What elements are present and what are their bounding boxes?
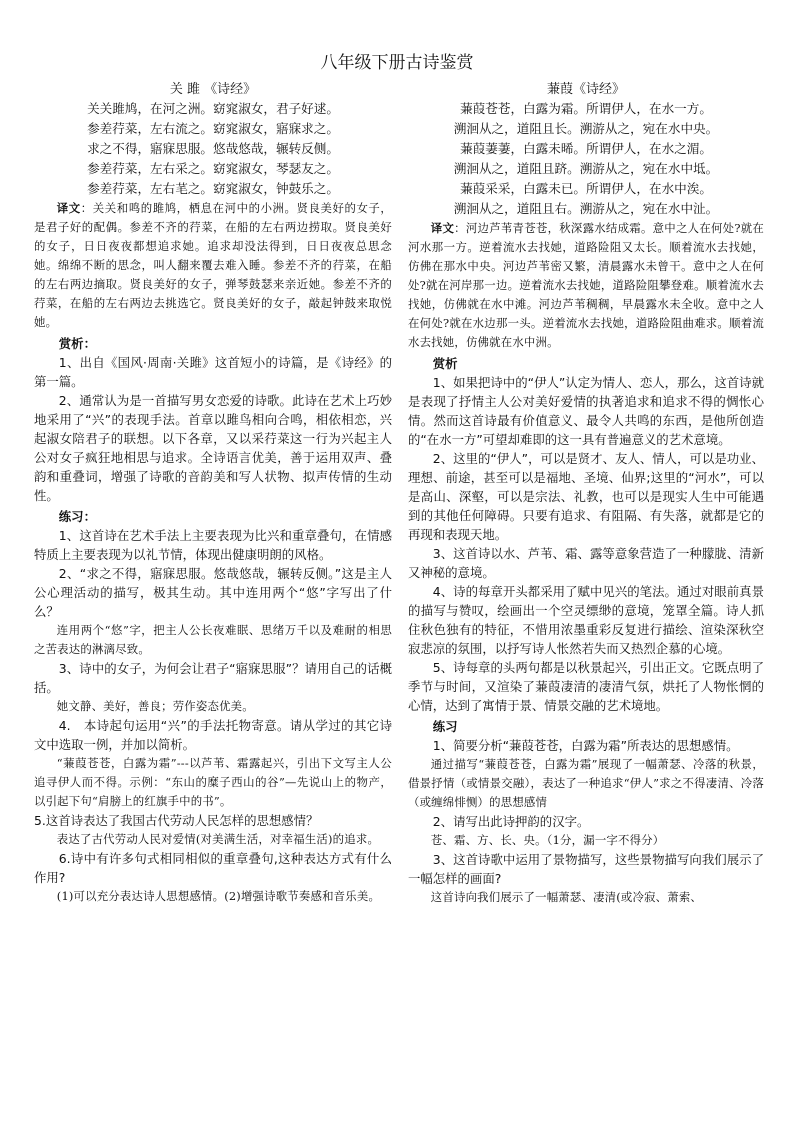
poem-line: 参差荇菜，左右芼之。窈窕淑女，钟鼓乐之。 xyxy=(87,181,339,196)
exercise-answer: “蒹葭苍苍，白露为霜”---以芦苇、霜露起兴，引出下文写主人公追寻伊人而不得。示例：“东山的糜子西山的谷”—先说山上的物产，以引起下句“肩膀上的红旗手中的书”。 xyxy=(34,756,392,808)
appreciation-item: 2、通常认为是一首描写男女恋爱的诗歌。此诗在艺术上巧妙地采用了“兴”的表现手法。首章以雎鸟相向合鸣，相依相恋，兴起淑女陪君子的联想。以下各章，又以采荇菜这一行为兴起主人公对女子疯狂地相思与追求。全诗语言优美，善于运用双声、叠韵和重叠词，增强了诗歌的音韵美和写人状物、拟声传情的生动性。 xyxy=(34,393,392,503)
poem-line: 参差荇菜，左右采之。窈窕淑女，琴瑟友之。 xyxy=(87,161,339,176)
translation-text: 关关和鸣的雎鸠，栖息在河中的小洲。贤良美好的女子，是君子好的配偶。参差不齐的荇菜，在船的左右两边捞取。贤良美好的女子，日日夜夜都想追求她。追求却没法得到，日日夜夜总思念她。绵绵不断的思念，叫人翻来覆去难入睡。参差不齐的荇菜，在船的左右两边摘取。贤良美好的女子，弹琴鼓瑟来亲近她。参差不齐的荇菜，在船的左右两边去挑选它。贤良美好的女子，敲起钟鼓来取悦她。 xyxy=(34,201,393,329)
exercise-question: 1、简要分析“蒹葭苍苍，白露为霜”所表达的思想感情。 xyxy=(432,738,739,753)
exercise-label: 练习 xyxy=(432,719,458,734)
exercise-question: 4. 本诗起句运用“兴”的手法托物寄意。请从学过的其它诗文中选取一例，并加以简析。 xyxy=(34,718,392,752)
right-column xyxy=(408,80,764,907)
exercise-question: 3、这首诗歌中运用了景物描写，这些景物描写向我们展示了一幅怎样的画面? xyxy=(408,852,764,886)
poem-line: 蒹葭苍苍，白露为霜。所谓伊人，在水一方。 xyxy=(460,101,712,116)
exercise-answer: 这首诗向我们展示了一幅萧瑟、凄清(或冷寂、萧索、 xyxy=(430,890,703,904)
poem-line: 求之不得，寤寐思服。悠哉悠哉，辗转反侧。 xyxy=(87,141,339,156)
exercise-question: 5.这首诗表达了我国古代劳动人民怎样的思想感情？ xyxy=(34,813,319,828)
exercise-label: 练习： xyxy=(58,509,96,524)
appreciation-label: 赏析 xyxy=(432,356,458,371)
poem-line: 关关雎鸠，在河之洲。窈窕淑女，君子好逑。 xyxy=(87,101,339,116)
translation: 译文：河边芦苇青苍苍，秋深露水结成霜。意中之人在何处?就在河水那一方。逆着流水去找她，道路险阻又太长。顺着流水去找她，仿佛在那水中央。河边芦苇密又繁，清晨露水未曾干。意中之人在何处?就在河岸那一边。逆着流水去找她，道路险阻攀登难。顺着流水去找她，仿佛就在水中滩。河边芦苇稠稠，早晨露水未全收。意中之人在何处?就在水边那一头。逆着流水去找她，道路险阻曲难求。顺着流水去找她，仿佛就在水中洲。 xyxy=(408,221,765,349)
exercise-question: 2、请写出此诗押韵的汉字。 xyxy=(432,814,590,829)
appreciation-item: 2、这里的“伊人”，可以是贤才、友人、情人，可以是功业、理想、前途，甚至可以是福地、圣境、仙界;这里的“河水”，可以是高山、深壑，可以是宗法、礼教，也可以是现实人生中可能遇到的其他任何障碍。只要有追求、有阻隔、有失落，就都是它的再现和表现天地。 xyxy=(408,451,764,542)
poem-line: 溯洄从之，道阻且跻。溯游从之，宛在水中坻。 xyxy=(453,161,719,176)
exercise-answer: 她文静、美好，善良；劳作姿态优美。 xyxy=(56,699,254,713)
exercise-question: 3、诗中的女子，为何会让君子“寤寐思服”？请用自己的话概括。 xyxy=(34,661,392,695)
exercise-answer: 苍、霜、方、长、央。（1分，漏一字不得分） xyxy=(430,833,665,847)
poem-line: 溯洄从之，道阻且长。溯游从之，宛在水中央。 xyxy=(453,121,719,136)
appreciation-item: 4、诗的每章开头都采用了赋中见兴的笔法。通过对眼前真景的描写与赞叹，绘画出一个空灵缥缈的意境，笼罩全篇。诗人抓住秋色独有的特征，不惜用浓墨重彩反复进行描绘、渲染深秋空寂悲凉的氛围，以抒写诗人怅然若失而又热烈企慕的心境。 xyxy=(408,584,764,656)
translation-text: 河边芦苇青苍苍，秋深露水结成霜。意中之人在何处?就在河水那一方。逆着流水去找她，道路险阻又太长。顺着流水去找她，仿佛在那水中央。河边芦苇密又繁，清晨露水未曾干。意中之人在何处?就在河岸那一边。逆着流水去找她，道路险阻攀登难。顺着流水去找她，仿佛就在水中滩。河边芦苇稠稠，早晨露水未全收。意中之人在何处?就在水边那一头。逆着流水去找她，道路险阻曲难求。顺着流水去找她，仿佛就在水中洲。 xyxy=(408,221,765,349)
appreciation-item: 5、诗每章的头两句都是以秋景起兴，引出正文。它既点明了季节与时间，又渲染了蒹葭凄清的凄清气氛，烘托了人物怅惘的心情，达到了寓情于景、情景交融的艺术境地。 xyxy=(408,660,764,713)
translation-label: 译文 xyxy=(56,201,81,215)
left-column xyxy=(34,80,392,906)
appreciation-item: 1、如果把诗中的“伊人”认定为情人、恋人，那么，这首诗就是表现了抒情主人公对美好爱情的执著追求和追求不得的惆怅心情。然而这首诗最有价值意义、最令人共鸣的东西，是他所创造的“在水一方”可望却难即的这一具有普遍意义的艺术意境。 xyxy=(408,375,764,447)
poem-line: 蒹葭萋萋，白露未晞。所谓伊人，在水之湄。 xyxy=(460,141,712,156)
exercise-question: 6.诗中有许多句式相同相似的重章叠句,这种表达方式有什么作用? xyxy=(34,851,392,885)
appreciation-item: 3、这首诗以水、芦苇、霜、露等意象营造了一种朦胧、清新又神秘的意境。 xyxy=(408,546,764,580)
page-title: 八年级下册古诗鉴赏 xyxy=(320,53,474,73)
translation: 译文：关关和鸣的雎鸠，栖息在河中的小洲。贤良美好的女子，是君子好的配偶。参差不齐的荇菜，在船的左右两边捞取。贤良美好的女子，日日夜夜都想追求她。追求却没法得到，日日夜夜总思念她。绵绵不断的思念，叫人翻来覆去难入睡。参差不齐的荇菜，在船的左右两边摘取。贤良美好的女子，弹琴鼓瑟来亲近她。参差不齐的荇菜，在船的左右两边去挑选它。贤良美好的女子，敲起钟鼓来取悦她。 xyxy=(34,201,393,329)
exercise-question: 2、“求之不得，寤寐思服。悠哉悠哉，辗转反侧。”这是主人公心理活动的描写，极其生动。其中连用两个“悠”字写出了什么？ xyxy=(34,566,392,619)
exercise-answer: (1)可以充分表达诗人思想感情。(2)增强诗歌节奏感和音乐美。 xyxy=(56,889,381,903)
appreciation-item: 1、出自《国风·周南·关雎》这首短小的诗篇，是《诗经》的第一篇。 xyxy=(34,355,392,389)
exercise-question: 1、这首诗在艺术手法上主要表现为比兴和重章叠句，在情感特质上主要表现为以礼节情，体现出健康明朗的风格。 xyxy=(34,528,392,562)
poem-line: 蒹葭采采，白露未已。所谓伊人，在水中涘。 xyxy=(460,181,712,196)
poem-heading: 蒹葭《诗经》 xyxy=(546,82,625,97)
poem-heading: 关 雎 《诗经》 xyxy=(169,82,257,97)
poem-line: 参差荇菜，左右流之。窈窕淑女，寤寐求之。 xyxy=(87,121,339,136)
translation-label: 译文 xyxy=(430,221,455,235)
exercise-answer: 连用两个“悠”字，把主人公长夜难眠、思绪万千以及难耐的相思之苦表达的淋漓尽致。 xyxy=(34,623,392,656)
appreciation-label: 赏析： xyxy=(58,336,96,351)
exercise-answer: 通过描写“蒹葭苍苍，白露为霜”展现了一幅萧瑟、冷落的秋景，借景抒情（或情景交融），表达了一种追求“伊人”求之不得凄清、冷落（或缠绵悱恻）的思想感情 xyxy=(408,757,764,809)
poem-line: 溯洄从之，道阻且右。溯游从之，宛在水中沚。 xyxy=(453,201,719,216)
exercise-answer: 表达了古代劳动人民对爱情(对美满生活，对幸福生活)的追求。 xyxy=(56,832,380,846)
